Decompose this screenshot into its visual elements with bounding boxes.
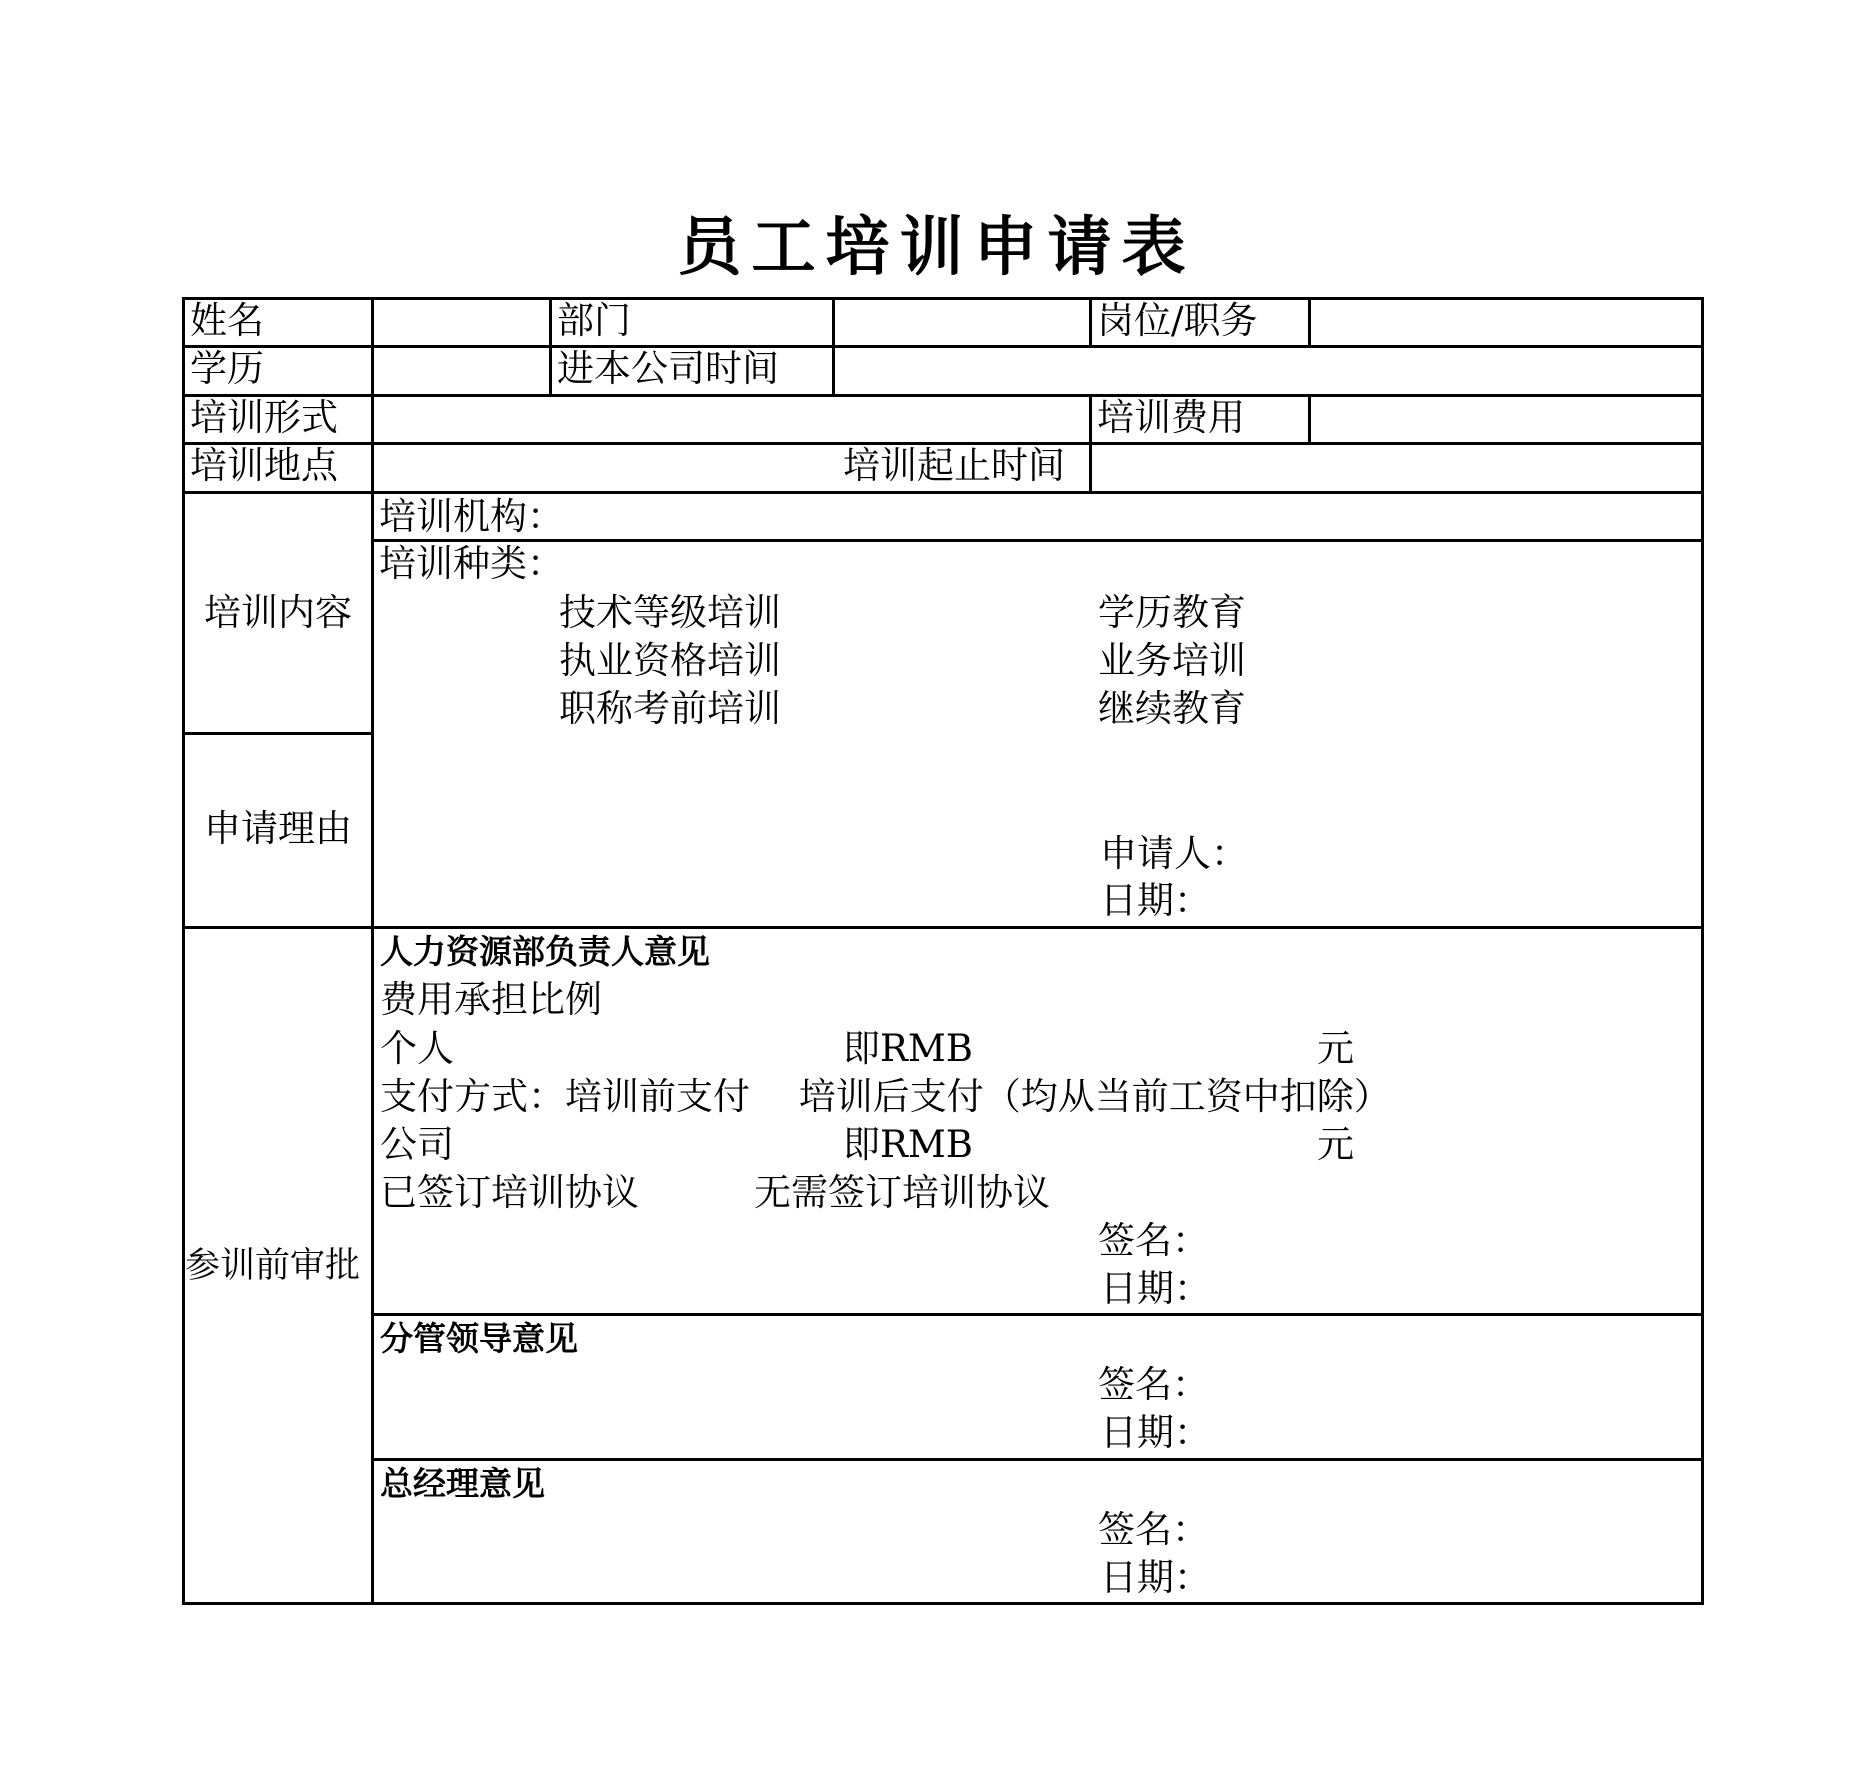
type-option[interactable]: 业务培训 — [1098, 639, 1246, 682]
reason-field[interactable] — [374, 735, 1094, 925]
gm-opinion-heading: 总经理意见 — [380, 1464, 545, 1503]
type-option[interactable]: 职称考前培训 — [559, 687, 781, 730]
rmb-label: 即RMB — [843, 1123, 973, 1166]
page-title: 员工培训申请表 — [677, 210, 1196, 285]
leader-sign-label: 签名： — [1098, 1363, 1209, 1406]
training-content-label: 培训内容 — [204, 591, 352, 634]
type-option[interactable]: 技术等级培训 — [559, 591, 781, 634]
personal-label: 个人 — [380, 1027, 454, 1070]
education-label: 学历 — [190, 347, 264, 390]
education-field[interactable] — [374, 348, 549, 394]
post-field[interactable] — [1311, 300, 1701, 345]
type-option[interactable]: 继续教育 — [1098, 687, 1246, 730]
apply-date-label: 日期： — [1100, 879, 1211, 922]
join-date-label: 进本公司时间 — [557, 347, 779, 390]
applicant-label: 申请人： — [1100, 832, 1248, 875]
rmb-label: 即RMB — [843, 1027, 973, 1070]
company-label: 公司 — [380, 1123, 454, 1166]
cost-ratio-label: 费用承担比例 — [380, 978, 602, 1021]
type-option[interactable]: 学历教育 — [1098, 591, 1246, 634]
training-org-label: 培训机构： — [379, 495, 564, 538]
leader-date-label: 日期： — [1100, 1411, 1211, 1454]
payment-method[interactable]: 支付方式：培训前支付 培训后支付（均从当前工资中扣除） — [380, 1075, 1391, 1118]
gm-date-label: 日期： — [1100, 1556, 1211, 1599]
department-field[interactable] — [834, 300, 1089, 345]
agreement-not-needed-option[interactable]: 无需签订培训协议 — [754, 1171, 1050, 1214]
hr-opinion-heading: 人力资源部负责人意见 — [380, 932, 710, 971]
training-fee-label: 培训费用 — [1097, 396, 1245, 439]
name-field[interactable] — [374, 300, 549, 345]
approval-label: 参训前审批 — [185, 1246, 361, 1286]
training-form-label: 培训形式 — [190, 396, 338, 439]
hr-date-label: 日期： — [1100, 1267, 1211, 1310]
leader-opinion-heading: 分管领导意见 — [380, 1319, 578, 1358]
type-option[interactable]: 执业资格培训 — [559, 639, 781, 682]
training-period-label: 培训起止时间 — [843, 444, 1065, 487]
training-period-field[interactable] — [1092, 445, 1701, 491]
training-place-label: 培训地点 — [190, 444, 338, 487]
training-fee-field[interactable] — [1311, 397, 1701, 442]
hr-sign-label: 签名： — [1098, 1219, 1209, 1262]
yuan-label: 元 — [1317, 1027, 1354, 1070]
approval-section — [185, 1243, 371, 1289]
yuan-label: 元 — [1317, 1123, 1354, 1166]
join-date-field[interactable] — [834, 348, 1701, 394]
post-label: 岗位/职务 — [1097, 299, 1258, 342]
agreement-signed-option[interactable]: 已签订培训协议 — [380, 1171, 639, 1214]
name-label: 姓名 — [190, 299, 264, 342]
training-form-field[interactable] — [374, 397, 1089, 442]
reason-label: 申请理由 — [204, 807, 352, 850]
training-type-label: 培训种类： — [379, 542, 564, 585]
training-place-field[interactable] — [374, 445, 834, 491]
department-label: 部门 — [557, 299, 631, 342]
gm-sign-label: 签名： — [1098, 1508, 1209, 1551]
